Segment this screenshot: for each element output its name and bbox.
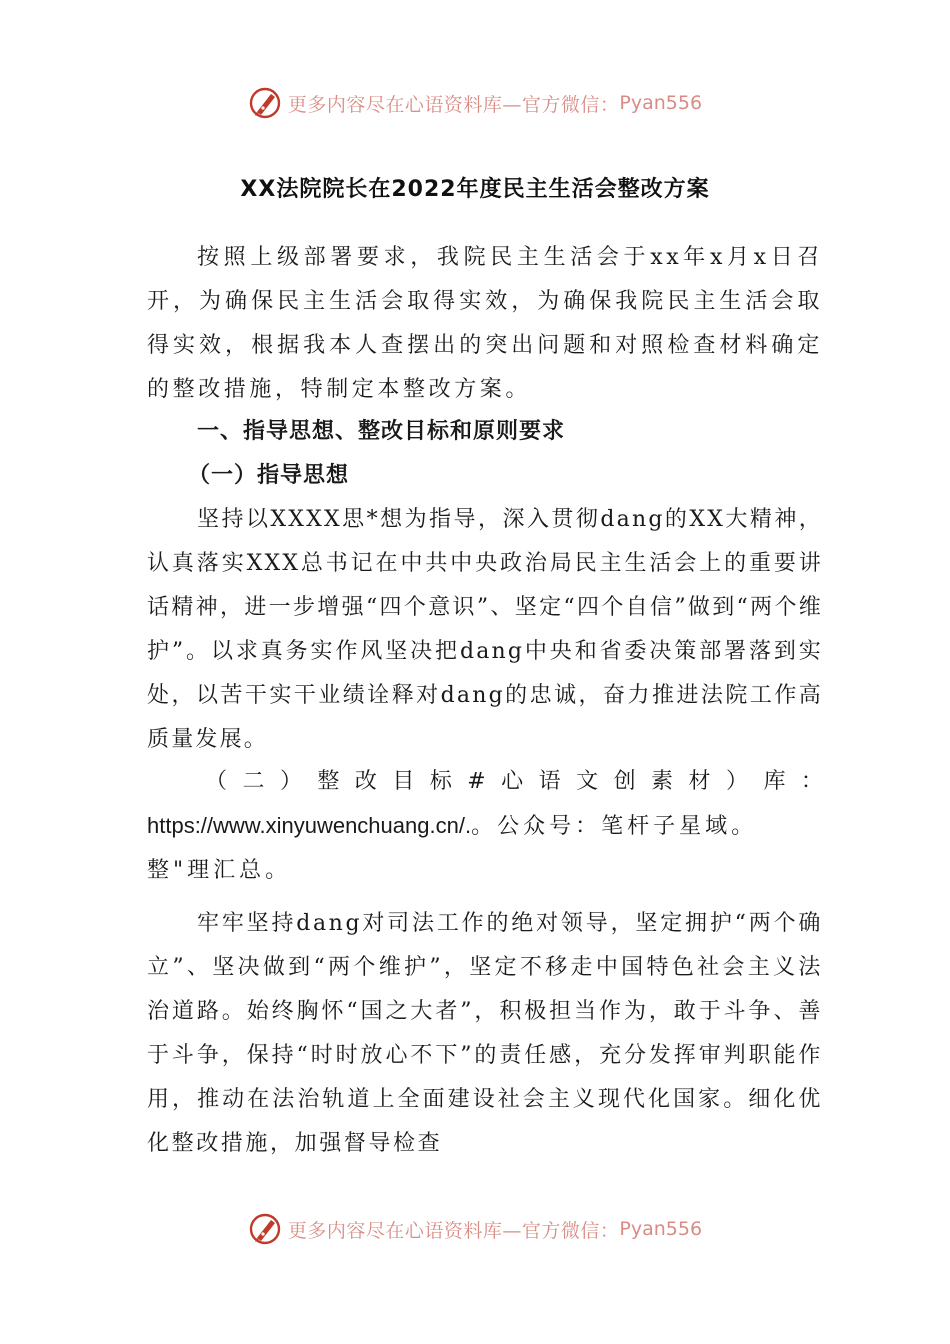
section-heading-1: 一、指导思想、整改目标和原则要求	[197, 419, 566, 444]
document-title: XX法院院长在2022年度民主生活会整改方案	[240, 177, 710, 202]
subsection-heading-guiding-thought: （一）指导思想	[188, 463, 350, 488]
header-banner	[0, 86, 950, 120]
goals-heading-char: 创	[613, 769, 636, 794]
goals-heading-char: 材	[688, 769, 711, 794]
goals-heading-char: 库	[763, 769, 786, 794]
paragraph-guiding-thought: 坚持以XXXX思*想为指导，深入贯彻dang的XX大精神，认真落实XXX总书记在中共中央政治局民主生活会上的重要讲话精神，进一步增强“四个意识”、坚定“四个自信”做到“两个维护”。以求真务实作风坚决把dang中央和省委决策部署落到实处，以苦干实干业绩诠释对dang的忠诚，奋力推进法院工作高质量发展。	[147, 507, 823, 752]
paragraph-intro: 按照上级部署要求，我院民主生活会于xx年x月x日召开，为确保民主生活会取得实效，为确保我院民主生活会取得实效，根据我本人查摆出的突出问题和对照检查材料确定的整改措施，特制定本整改方案。	[147, 245, 823, 402]
goals-heading-char: ）	[725, 769, 748, 794]
goals-heading-tail: 整"理汇总。	[147, 858, 292, 883]
goals-heading-url-line	[147, 804, 823, 849]
goals-heading-char: 标	[429, 769, 452, 794]
paragraph-goals: 牢牢坚持dang对司法工作的绝对领导，坚定拥护“两个确立”、坚决做到“两个维护”，坚定不移走中国特色社会主义法治道路。始终胸怀“国之大者”，积极担当作为，敢于斗争、善于斗争，保持“时时放心不下”的责任感，充分发挥审判职能作用，推动在法治轨道上全面建设社会主义现代化国家。细化优化整改措施，加强督导检查	[147, 911, 823, 1156]
goals-heading-char: （	[205, 769, 228, 794]
goals-heading-char: 素	[651, 769, 674, 794]
goals-heading-char: 目	[392, 769, 415, 794]
goals-heading-char: 二	[242, 769, 265, 794]
goals-heading-line	[147, 760, 823, 804]
goals-heading-char: 改	[354, 769, 377, 794]
goals-heading-char: 文	[576, 769, 599, 794]
source-url: https://www.xinyuwenchuang.cn/.	[147, 813, 472, 838]
subsection-heading-goals	[147, 760, 823, 893]
goals-heading-char: ）	[279, 769, 302, 794]
goals-heading-rest: 。公众号：笔杆子星域。	[471, 814, 758, 839]
goals-heading-char: 心	[501, 769, 524, 794]
goals-heading-char: #	[467, 769, 486, 794]
banner-wechat-id: Pyan556	[619, 92, 703, 114]
footer-banner	[0, 1212, 950, 1246]
pen-nib-logo-icon	[248, 1212, 282, 1246]
goals-heading-char: ：	[800, 769, 823, 794]
goals-heading-char: 整	[317, 769, 340, 794]
goals-heading-char: 语	[538, 769, 561, 794]
banner-text: 更多内容尽在心语资料库—官方微信：	[287, 1219, 620, 1242]
banner-text: 更多内容尽在心语资料库—官方微信：	[287, 93, 620, 116]
pen-nib-logo-icon	[248, 86, 282, 120]
banner-wechat-id: Pyan556	[619, 1218, 703, 1240]
